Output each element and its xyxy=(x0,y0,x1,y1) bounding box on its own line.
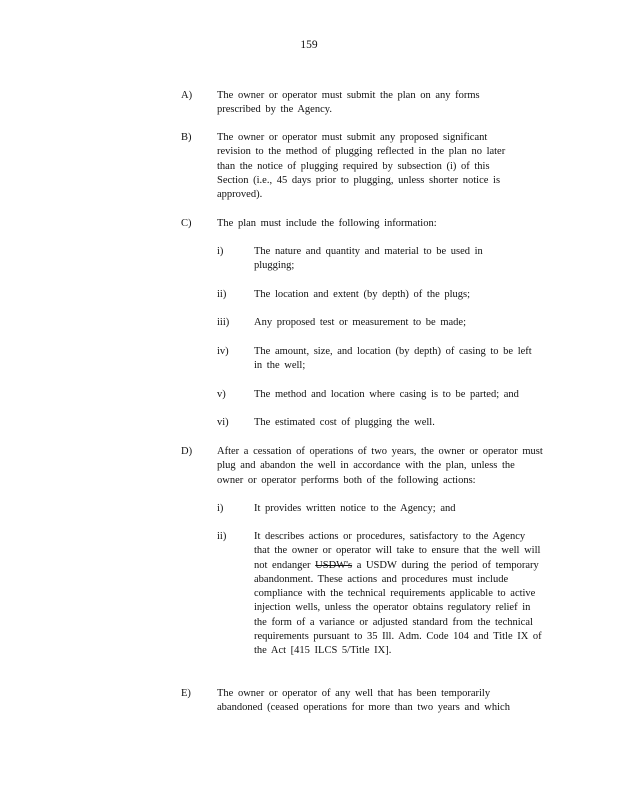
item-c-vi-text: The estimated cost of plugging the well. xyxy=(254,417,435,428)
item-c-iv-text: The amount, size, and location (by depth) of casing to be left in the well; xyxy=(254,346,532,372)
item-d-ii-struck-text: USDW's xyxy=(315,559,353,571)
item-c-ii-label: ii) xyxy=(217,289,227,300)
item-c-iii-label: iii) xyxy=(217,317,230,328)
item-e-label: E) xyxy=(181,688,191,699)
item-c-iii-text: Any proposed test or measurement to be made; xyxy=(254,317,466,328)
item-d-ii-text-after: a USDW during the period of temporary abandonment. These actions and procedures must include compliance with the technical requirements applicable to active injection wells, unless the operator obtains regulatory relief in the form of a variance or adjusted standard from the technical requirements pursuant to 35 Ill. Adm. Code 104 and Title IX of the Act [415 ILCS 5/Title IX]. xyxy=(254,559,542,657)
item-c-v-label: v) xyxy=(217,389,226,400)
item-a-text: The owner or operator must submit the plan on any forms prescribed by the Agency. xyxy=(217,90,480,116)
item-d-ii-text xyxy=(254,530,543,659)
item-e-text: The owner or operator of any well that has been temporarily abandoned (ceased operations for more than two years and which xyxy=(217,688,510,714)
item-b-text: The owner or operator must submit any proposed significant revision to the method of plugging reflected in the plan no later than the notice of plugging required by subsection (i) of this Section (i.e., 45 days prior to plugging, unless shorter notice is approved). xyxy=(217,132,506,201)
item-c-i-label: i) xyxy=(217,246,224,257)
item-a-label: A) xyxy=(181,90,193,101)
item-b-label: B) xyxy=(181,132,192,143)
item-d-ii-text-before: It describes actions or procedures, satisfactory to the Agency that the owner or operator will take to ensure that the well will not endanger xyxy=(254,531,541,571)
item-c-i-text: The nature and quantity and material to be used in plugging; xyxy=(254,246,483,272)
item-c-vi-label: vi) xyxy=(217,417,229,428)
item-d-ii-label: ii) xyxy=(217,531,227,542)
item-c-text: The plan must include the following information: xyxy=(217,218,437,229)
item-d-i-text: It provides written notice to the Agency; and xyxy=(254,503,456,514)
item-c-ii-text: The location and extent (by depth) of the plugs; xyxy=(254,289,471,300)
item-c-iv-label: iv) xyxy=(217,346,229,357)
page-number: 159 xyxy=(300,39,318,51)
item-d-label: D) xyxy=(181,446,193,457)
item-d-text: After a cessation of operations of two years, the owner or operator must plug and abandon the well in accordance with the plan, unless the owner or operator performs both of the following actions: xyxy=(217,446,543,486)
item-c-v-text: The method and location where casing is to be parted; and xyxy=(254,389,519,400)
item-d-i-label: i) xyxy=(217,503,224,514)
item-c-label: C) xyxy=(181,218,192,229)
